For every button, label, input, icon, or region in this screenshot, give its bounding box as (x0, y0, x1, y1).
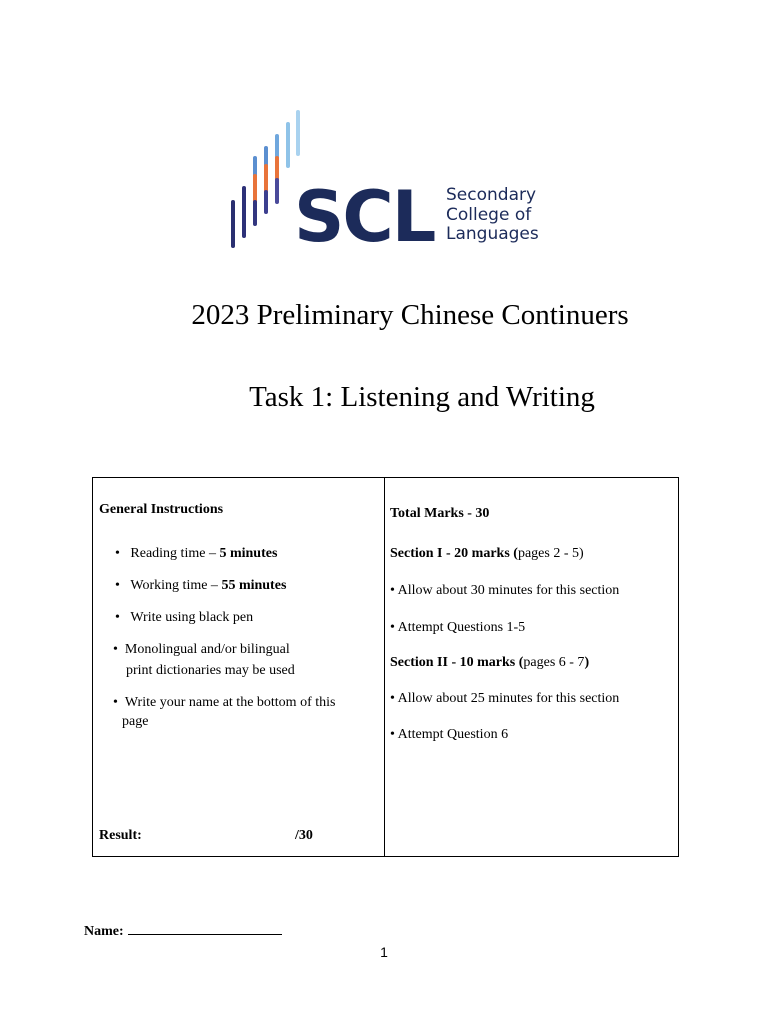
logo-subtitle-line: College of (446, 204, 532, 225)
total-marks: Total Marks - 30 (390, 506, 490, 521)
instruction-item: • Write your name at the bottom of this (113, 695, 336, 710)
instruction-item: • Reading time – 5 minutes (115, 546, 278, 561)
instructions-table (92, 477, 679, 857)
section-2-heading: Section II - 10 marks (pages 6 - 7) (390, 655, 590, 670)
instruction-item-continued: print dictionaries may be used (126, 663, 295, 678)
section-1-heading: Section I - 20 marks (pages 2 - 5) (390, 546, 584, 561)
logo-subtitle-line: Languages (446, 224, 539, 244)
instruction-item: • Write using black pen (115, 610, 254, 625)
document-title: 2023 Preliminary Chinese Continuers (191, 299, 629, 331)
logo-subtitle-line: Secondary (446, 185, 537, 205)
instruction-item-continued: page (122, 714, 149, 729)
logo-wordmark: SCL (294, 176, 435, 258)
page-number: 1 (380, 944, 388, 960)
general-instructions-heading: General Instructions (99, 502, 224, 517)
instruction-item: • Monolingual and/or bilingual (113, 642, 290, 657)
result-label: Result: (99, 828, 142, 843)
instruction-item: • Working time – 55 minutes (115, 578, 287, 593)
table-divider (384, 478, 385, 857)
name-field (84, 920, 282, 940)
name-blank-line[interactable] (128, 920, 282, 935)
logo-subtitle (446, 186, 539, 245)
document-subtitle: Task 1: Listening and Writing (249, 381, 595, 413)
name-label: Name: (84, 924, 124, 939)
section-2-bullet: • Attempt Question 6 (390, 727, 509, 742)
section-1-bullet: • Attempt Questions 1-5 (390, 620, 526, 635)
section-1-bullet: • Allow about 30 minutes for this section (390, 583, 620, 598)
section-2-bullet: • Allow about 25 minutes for this section (390, 691, 620, 706)
scl-logo (228, 106, 558, 258)
result-total: /30 (295, 828, 313, 843)
